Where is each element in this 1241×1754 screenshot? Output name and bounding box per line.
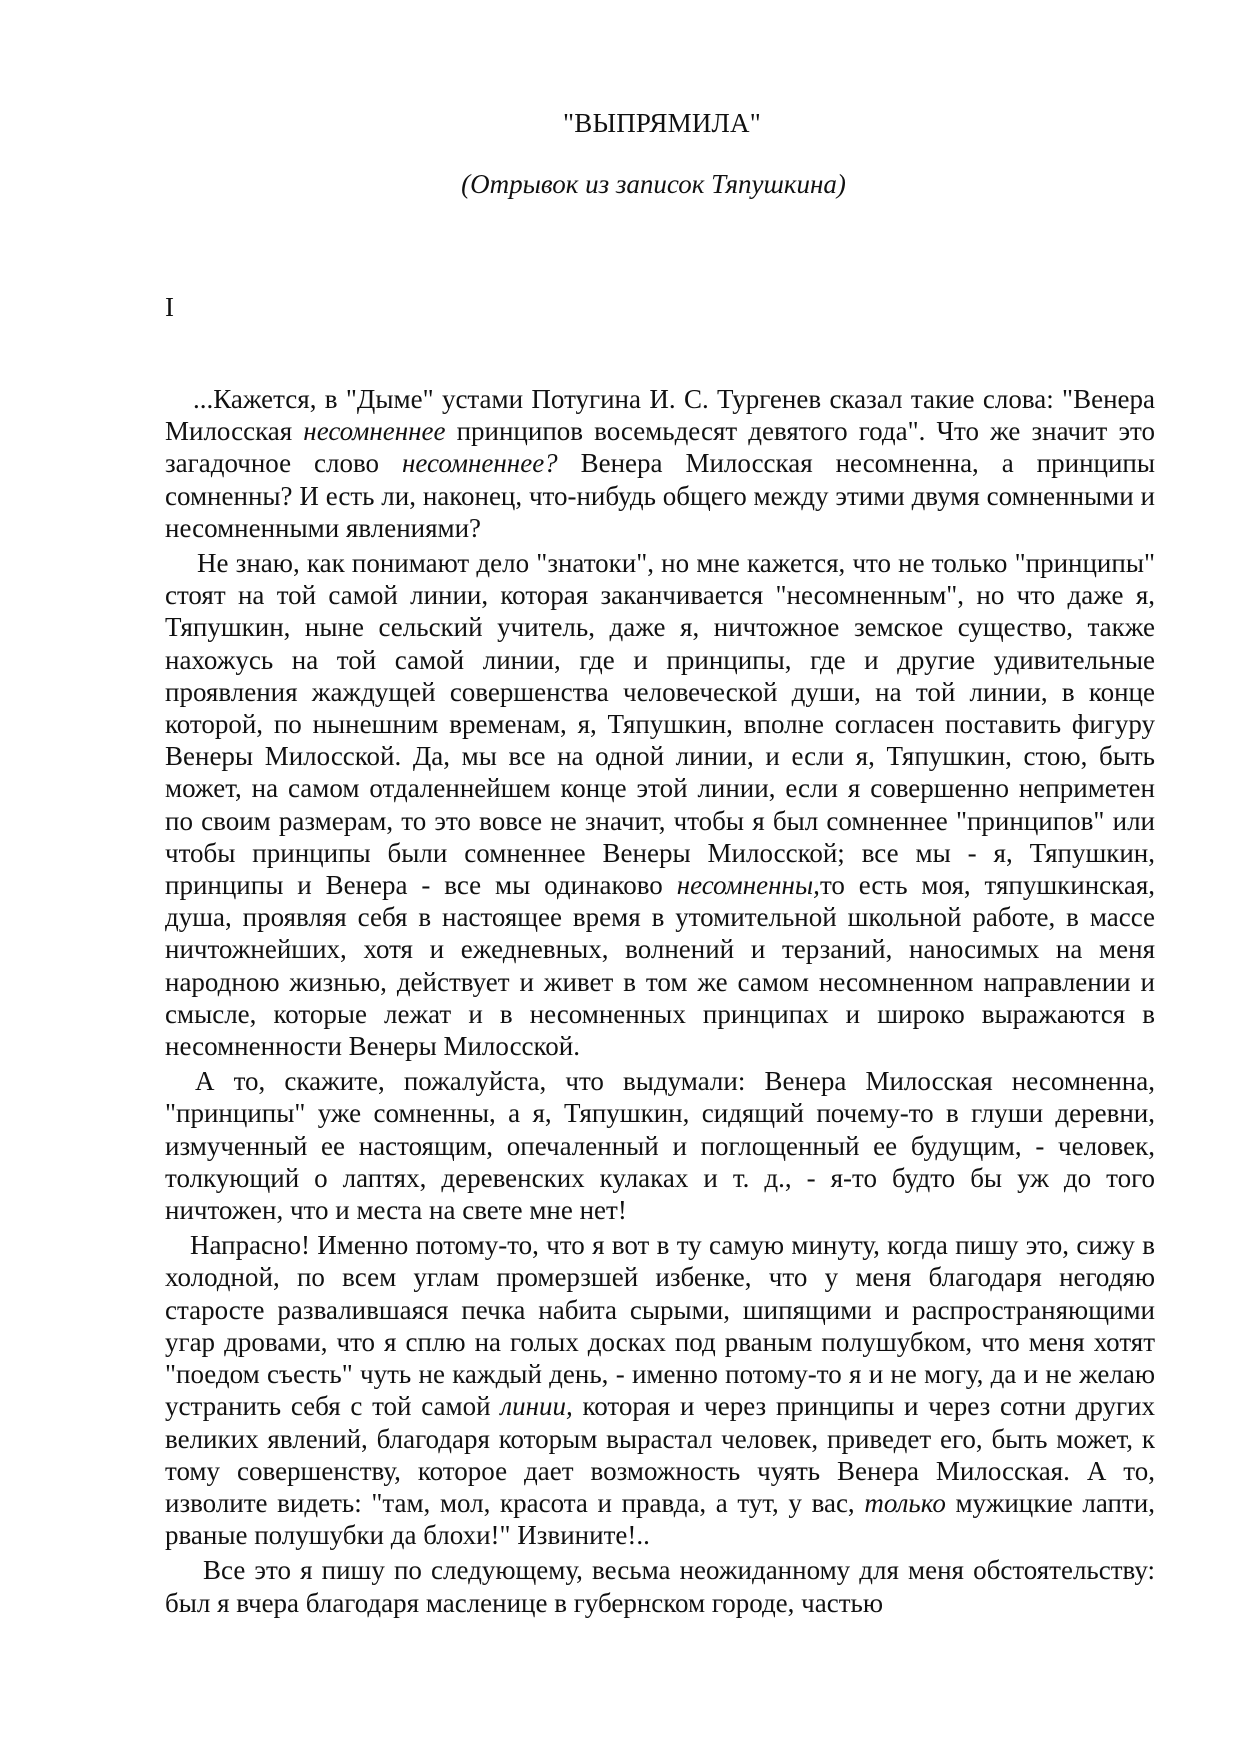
text-run: Напрасно! Именно потому-то, что я вот в ту самую минуту, когда пишу это, сижу в холодной, по всем углам промерзшей избенке, что у меня благодаря негодяю старосте развалившаяся печка набита сырыми, шипящими и распространяющими угар дровами, что я сплю на голых досках под рваным полушубком, что меня хотят "поедом съесть" чуть не каждый день, - именно потому-то я и не могу, да и не желаю устранить себя с той самой [165,1230,1155,1422]
document-subtitle: (Отрывок из записок Тяпушкина) [461,169,846,199]
paragraph [165,1554,1155,1618]
document-title: "ВЫПРЯМИЛА" [563,108,761,138]
text-run: Венера Милосская несомненна, а принципы сомненны? И есть ли, наконец, что-нибудь общего между этими двумя сомненными и несомненными явлениями? [165,448,1156,543]
italic-text-run: несомненнее? [402,448,558,479]
chapter-number: I [165,292,174,322]
text-run: мужицкие лапти, рваные полушубки да блохи!" Извините!.. [165,1487,1155,1551]
text-run: которая и через принципы и через сотни других великих явлений, благодаря которым вырастал человек, приведет его, быть может, к тому совершенству, которое дает возможность чуять Венера Милосская. А то, изволите видеть: "там, мол, красота и правда, а тут, у вас, [165,1391,1155,1518]
italic-text-run: линии, [500,1391,573,1422]
text-run: А то, скажите, пожалуйста, что выдумали: Венера Милосская несомненна, "принципы" уже сомненны, а я, Тяпушкин, сидящий почему-то в глуши деревни, измученный ее настоящим, опечаленный и поглощенный ее будущим, - человек, толкующий о лаптях, деревенских кулаках и т. д., - я-то будто бы уж до того ничтожен, что и места на свете мне нет! [165,1066,1155,1226]
document-body [165,383,1155,1622]
paragraph [165,383,1155,544]
text-run: ...Кажется, в "Дыме" устами Потугина И. С. Тургенев сказал такие слова: "Венера Милосская [165,384,1155,447]
text-run: Все это я пишу по следующему, весьма неожиданному для меня обстоятельству: был я вчера благодаря масленице в губернском городе, частью [165,1555,1155,1618]
italic-text-run: несомненнее [303,416,446,447]
italic-text-run: только [864,1487,946,1518]
italic-text-run: несомненны, [676,870,820,901]
text-run: Не знаю, как понимают дело "знатоки", но мне кажется, что не только "принципы" стоят на той самой линии, которая заканчивается "несомненным", но что даже я, Тяпушкин, ныне сельский учитель, даже я, ничтожное земское существо, также нахожусь на той самой линии, где и принципы, где и другие удивительные проявления жаждущей совершенства человеческой души, на той линии, в конце которой, по нынешним временам, я, Тяпушкин, вполне согласен поставить фигуру Венеры Милосской. Да, мы все на одной линии, и если я, Тяпушкин, стою, быть может, на самом отдаленнейшем конце этой линии, если я совершенно неприметен по своим размерам, то это вовсе не значит, чтобы я был сомненнее "принципов" или чтобы принципы были сомненнее Венеры Милосской; все мы - я, Тяпушкин, принципы и Венера - все мы одинаково [165,548,1155,901]
paragraph [165,1229,1155,1551]
paragraph [165,547,1155,1062]
text-run: принципов восемьдесят девятого года". Что же значит это загадочное слово [165,416,1155,479]
paragraph [165,1065,1155,1226]
text-run: то есть моя, тяпушкинская, душа, проявляя себя в настоящее время в утомительной школьной работе, в массе ничтожнейших, хотя и ежедневных, волнений и терзаний, наносимых на меня народною жизнью, действует и живет в том же самом несомненном направлении и смысле, которые лежат и в несомненных принципах и широко выражаются в несомненности Венеры Милосской. [165,870,1156,1062]
